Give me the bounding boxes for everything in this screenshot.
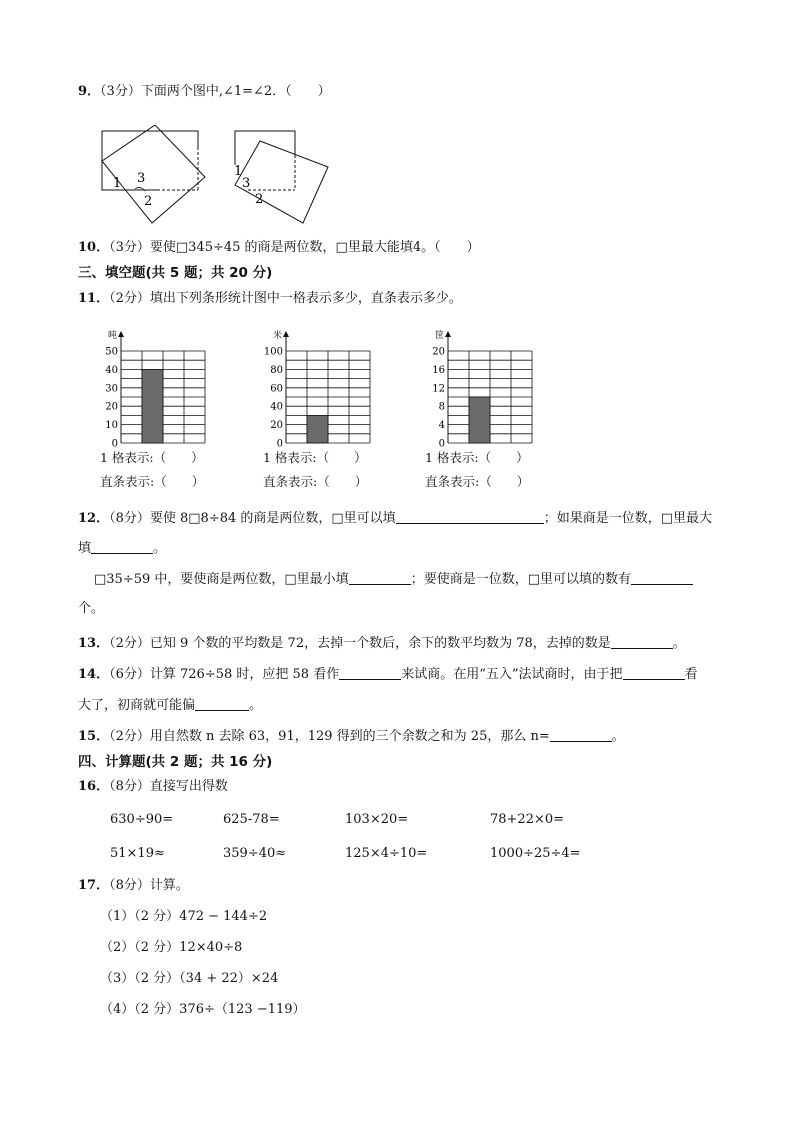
bar-chart-1 <box>95 325 225 450</box>
q12-line3 <box>94 570 693 589</box>
chart3-caption-bar: 直条表示:（ ） <box>425 474 530 489</box>
q12-line4 <box>78 600 104 618</box>
y-tick-label: 10 <box>105 420 118 432</box>
q16-item: 125×4÷10= <box>345 846 428 861</box>
q12-text5: □35÷59 中，要使商是两位数，□里最小填 <box>94 572 349 587</box>
q13-answer-blank[interactable] <box>611 634 673 649</box>
q14-answer-blank3[interactable] <box>195 696 249 711</box>
q11-score: （2分） <box>109 291 150 306</box>
q9-left-angle3-label: 3 <box>137 171 146 186</box>
y-axis-arrow <box>283 331 289 337</box>
y-tick-label: 40 <box>105 364 118 376</box>
q17-number: 17． <box>78 878 110 893</box>
q12-answer-blank1[interactable] <box>396 509 544 524</box>
bar <box>142 369 163 443</box>
y-unit-label: 筐 <box>434 331 444 341</box>
q14-text5: 。 <box>249 698 263 713</box>
q12-number: 12． <box>78 511 110 526</box>
q14-text3: 看 <box>684 667 698 682</box>
y-tick-label: 30 <box>105 383 118 395</box>
q10-text: 要使□345÷45 的商是两位数，□里最大能填4。（ ） <box>149 240 480 255</box>
q16-line <box>78 778 228 796</box>
q16-item: 78+22×0= <box>490 812 565 827</box>
y-tick-label: 20 <box>432 346 445 358</box>
q14-text1: 计算 726÷58 时，应把 58 看作 <box>149 667 340 682</box>
q12-line1 <box>78 509 712 528</box>
q15-number: 15． <box>78 729 110 744</box>
y-tick-label: 16 <box>432 364 445 376</box>
q13-line <box>78 634 686 653</box>
y-axis-arrow <box>445 331 451 337</box>
q11-text: 填出下列条形统计图中一格表示多少，直条表示多少。 <box>149 291 462 306</box>
q12-text2: ；如果商是一位数，□里最大 <box>543 511 712 526</box>
q14-line1 <box>78 665 698 684</box>
q16-item: 1000÷25÷4= <box>490 846 581 861</box>
y-tick-label: 40 <box>270 401 283 413</box>
q12-score: （8分） <box>109 511 150 526</box>
q17-item-2: （2）（2 分）12×40÷8 <box>100 940 243 955</box>
q14-text2: 来试商。在用“五入”法试商时，由于把 <box>401 667 623 682</box>
q10-line <box>78 239 480 257</box>
q12-answer-blank3[interactable] <box>349 570 411 585</box>
chart1-caption-cell: 1 格表示:（ ） <box>100 450 204 465</box>
q14-answer-blank2[interactable] <box>623 665 685 680</box>
q15-score: （2分） <box>109 729 150 744</box>
q14-number: 14． <box>78 667 110 682</box>
q13-end: 。 <box>672 636 686 651</box>
q17-item-1: （1）（2 分）472 − 144÷2 <box>100 909 268 924</box>
q9-right-angle2-label: 2 <box>255 192 264 207</box>
q17-item-3: （3）（2 分）（34 + 22）×24 <box>100 971 279 986</box>
q14-answer-blank1[interactable] <box>339 665 401 680</box>
q14-text4: 大了，初商就可能偏 <box>78 698 196 713</box>
q10-number: 10． <box>78 240 110 255</box>
q16-item: 359÷40≈ <box>223 846 287 861</box>
y-tick-label: 8 <box>438 401 445 413</box>
q9-text: 下面两个图中,∠1=∠2．（ ） <box>140 84 331 99</box>
q17-score: （8分） <box>109 878 150 893</box>
y-tick-label: 0 <box>276 438 283 450</box>
y-tick-label: 100 <box>263 346 283 358</box>
q9-left-angle2-label: 2 <box>144 194 153 209</box>
y-unit-label: 米 <box>272 331 282 341</box>
y-tick-label: 4 <box>438 420 445 432</box>
bar-chart-3 <box>422 325 552 450</box>
q12-answer-blank2[interactable] <box>91 539 153 554</box>
bar <box>307 415 328 443</box>
q10-score: （3分） <box>109 240 150 255</box>
chart2-caption-cell: 1 格表示:（ ） <box>263 450 367 465</box>
y-unit-label: 吨 <box>107 331 117 341</box>
q9-right-angle1-label: 1 <box>234 164 243 179</box>
q13-number: 13． <box>78 636 110 651</box>
q16-item: 630÷90= <box>110 812 174 827</box>
chart3-caption-cell: 1 格表示:（ ） <box>425 450 529 465</box>
y-tick-label: 80 <box>270 364 283 376</box>
q9-line <box>78 83 331 101</box>
q16-item: 625-78= <box>223 812 280 827</box>
q12-text3: 填 <box>78 541 92 556</box>
q12-text6: ；要使商是一位数，□里可以填的数有 <box>410 572 631 587</box>
q17-item-4: （4）（2 分）376÷（123 −119） <box>100 1002 306 1017</box>
q15-end: 。 <box>611 729 625 744</box>
y-tick-label: 20 <box>270 420 283 432</box>
q16-text: 直接写出得数 <box>149 779 228 794</box>
q11-line <box>78 290 462 308</box>
y-tick-label: 60 <box>270 383 283 395</box>
q15-answer-blank[interactable] <box>550 727 612 742</box>
y-tick-label: 50 <box>105 346 118 358</box>
q17-line <box>78 877 189 895</box>
q11-number: 11． <box>78 291 110 306</box>
q9-right-angle3-label: 3 <box>242 176 251 191</box>
chart2-caption-bar: 直条表示:（ ） <box>263 474 368 489</box>
q12-text1: 要使 8□8÷84 的商是两位数，□里可以填 <box>149 511 396 526</box>
q9-figure-left <box>95 125 215 225</box>
q14-score: （6分） <box>109 667 150 682</box>
q9-figure-right <box>228 125 338 225</box>
q16-number: 16． <box>78 779 110 794</box>
y-tick-label: 0 <box>111 438 118 450</box>
q16-item: 103×20= <box>345 812 409 827</box>
q16-item: 51×19≈ <box>110 846 165 861</box>
q15-text: 用自然数 n 去除 63，91，129 得到的三个余数之和为 25，那么 n= <box>149 729 550 744</box>
q13-text: 已知 9 个数的平均数是 72，去掉一个数后，余下的数平均数为 78，去掉的数是 <box>149 636 611 651</box>
section3-title: 三、填空题(共 5 题；共 20 分) <box>78 265 273 281</box>
q9-left-angle1-label: 1 <box>113 176 122 191</box>
q17-text: 计算。 <box>149 878 189 893</box>
y-tick-label: 12 <box>432 383 445 395</box>
y-axis-arrow <box>118 331 124 337</box>
q16-score: （8分） <box>109 779 150 794</box>
chart1-caption-bar: 直条表示:（ ） <box>100 474 205 489</box>
y-tick-label: 0 <box>438 438 445 450</box>
bar <box>469 397 490 443</box>
q12-text4: 。 <box>153 541 167 556</box>
q14-line2 <box>78 696 262 715</box>
q15-line <box>78 727 625 746</box>
q13-score: （2分） <box>109 636 150 651</box>
section4-title: 四、计算题(共 2 题；共 16 分) <box>78 754 273 770</box>
q12-answer-blank4[interactable] <box>631 570 693 585</box>
bar-chart-2 <box>260 325 390 450</box>
q12-line2 <box>78 539 166 558</box>
q9-number: 9． <box>78 84 101 99</box>
y-tick-label: 20 <box>105 401 118 413</box>
q12-text7: 个。 <box>78 601 105 616</box>
q9-score: （3分） <box>100 84 141 99</box>
